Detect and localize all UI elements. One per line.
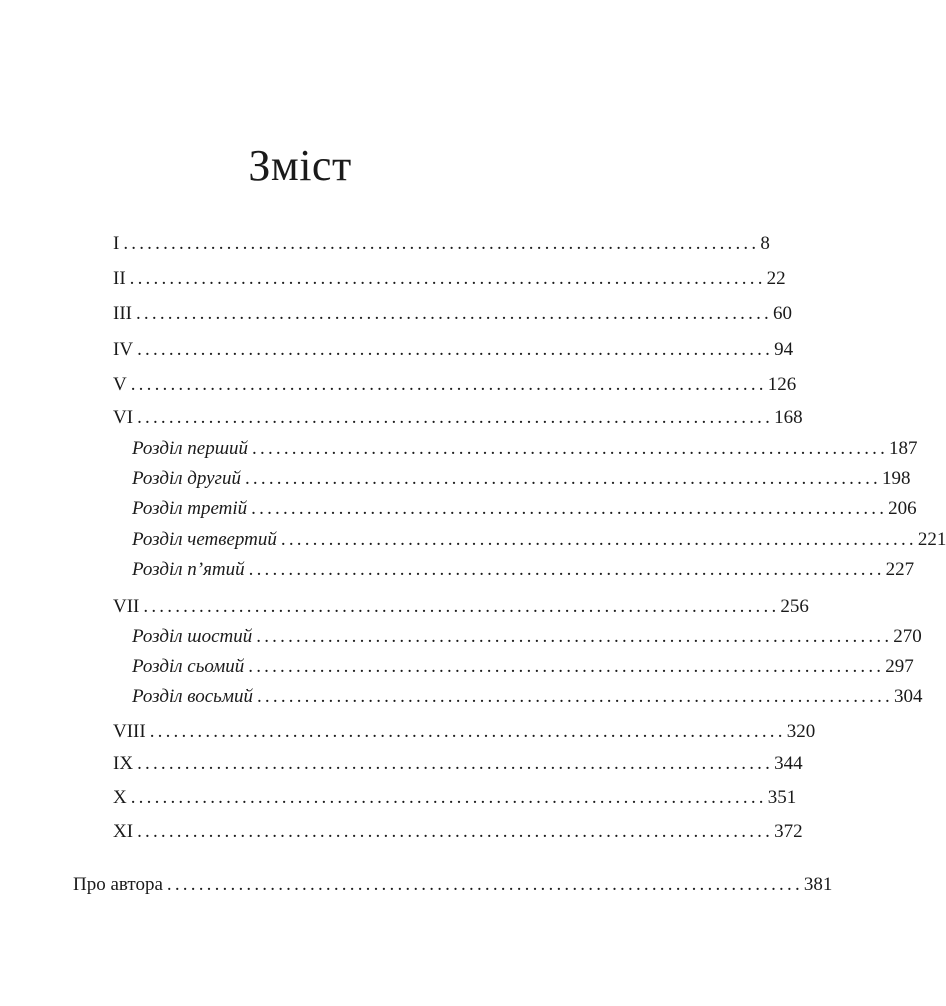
- dot-leader: ................................................................................: [244, 468, 881, 489]
- toc-entry-label: Розділ третій: [132, 498, 248, 519]
- toc-entry-label: VII: [113, 596, 140, 617]
- dot-leader: ................................................................................: [137, 821, 774, 842]
- dot-leader: ................................................................................: [251, 498, 888, 519]
- dot-leader: ................................................................................: [280, 529, 917, 550]
- dot-leader: ................................................................................: [248, 559, 885, 580]
- dot-leader: ................................................................................: [123, 233, 760, 254]
- toc-entry-page: 372: [774, 821, 803, 842]
- toc-entry: [113, 752, 803, 776]
- toc-entry: [113, 595, 809, 619]
- toc-entry-label: Розділ восьмий: [132, 686, 253, 707]
- toc-entry-page: 304: [893, 686, 923, 707]
- toc-entry-label: Про автора: [73, 874, 163, 895]
- toc-entry-label: X: [113, 787, 127, 808]
- toc-entry-label: III: [113, 303, 132, 324]
- dot-leader: ................................................................................: [130, 374, 767, 395]
- toc-entry-page: 94: [774, 339, 794, 360]
- toc-subentry: [132, 685, 923, 709]
- toc-entry: [113, 406, 803, 430]
- page-title: Зміст: [248, 141, 352, 190]
- toc-entry-label: Розділ шостий: [132, 626, 253, 647]
- toc-entry-page: 320: [786, 721, 816, 742]
- toc-subentry: [132, 437, 918, 461]
- toc-entry-page: 206: [888, 498, 917, 519]
- dot-leader: ................................................................................: [149, 721, 786, 742]
- toc-entry-label: V: [113, 374, 127, 395]
- toc-entry-page: 22: [766, 268, 786, 289]
- dot-leader: ................................................................................: [137, 407, 774, 428]
- toc-entry-page: 168: [774, 407, 803, 428]
- dot-leader: ................................................................................: [143, 596, 780, 617]
- toc-entry: [113, 232, 770, 256]
- dot-leader: ................................................................................: [248, 656, 885, 677]
- toc-entry-label: IV: [113, 339, 134, 360]
- toc-entry-page: 8: [760, 233, 770, 254]
- toc-entry: [113, 302, 792, 326]
- dot-leader: ................................................................................: [256, 626, 893, 647]
- toc-entry-label: Розділ четвертий: [132, 529, 277, 550]
- dot-leader: ................................................................................: [129, 268, 766, 289]
- toc-entry-label: XI: [113, 821, 134, 842]
- toc-entry-label: Розділ другий: [132, 468, 241, 489]
- toc-entry-page: 227: [885, 559, 915, 580]
- toc-subentry: [132, 625, 922, 649]
- toc-subentry: [132, 655, 914, 679]
- dot-leader: ................................................................................: [137, 753, 774, 774]
- toc-entry-page: 344: [774, 753, 803, 774]
- toc-entry-label: Розділ перший: [132, 438, 249, 459]
- dot-leader: ................................................................................: [135, 303, 772, 324]
- toc-entry: [113, 267, 786, 291]
- toc-entry-page: 221: [917, 529, 946, 550]
- toc-entry: [113, 786, 797, 810]
- toc-entry-page: 198: [881, 468, 911, 489]
- toc-entry-label: Розділ п’ятий: [132, 559, 245, 580]
- toc-entry-page: 297: [885, 656, 914, 677]
- toc-entry-about-author: [73, 873, 833, 897]
- toc-entry-page: 351: [767, 787, 797, 808]
- toc-subentry: [132, 497, 917, 521]
- dot-leader: ................................................................................: [166, 874, 803, 895]
- toc-entry: [113, 720, 816, 744]
- toc-entry-label: I: [113, 233, 120, 254]
- toc-entry-label: Розділ сьомий: [132, 656, 245, 677]
- toc-entry-label: VIII: [113, 721, 146, 742]
- toc-entry-page: 270: [893, 626, 922, 647]
- toc-subentry: [132, 467, 911, 491]
- dot-leader: ................................................................................: [130, 787, 767, 808]
- toc-entry-page: 256: [780, 596, 809, 617]
- toc-entry-page: 126: [767, 374, 797, 395]
- toc-entry-label: VI: [113, 407, 134, 428]
- dot-leader: ................................................................................: [256, 686, 893, 707]
- toc-entry: [113, 338, 794, 362]
- toc-subentry: [132, 558, 915, 582]
- toc-entry-page: 381: [803, 874, 833, 895]
- toc-entry: [113, 820, 803, 844]
- toc-entry-label: IX: [113, 753, 134, 774]
- toc-subentry: [132, 528, 946, 552]
- toc-entry-page: 187: [889, 438, 918, 459]
- dot-leader: ................................................................................: [137, 339, 774, 360]
- toc-entry-label: II: [113, 268, 126, 289]
- toc-entry-page: 60: [772, 303, 792, 324]
- toc-entry: [113, 373, 797, 397]
- dot-leader: ................................................................................: [252, 438, 889, 459]
